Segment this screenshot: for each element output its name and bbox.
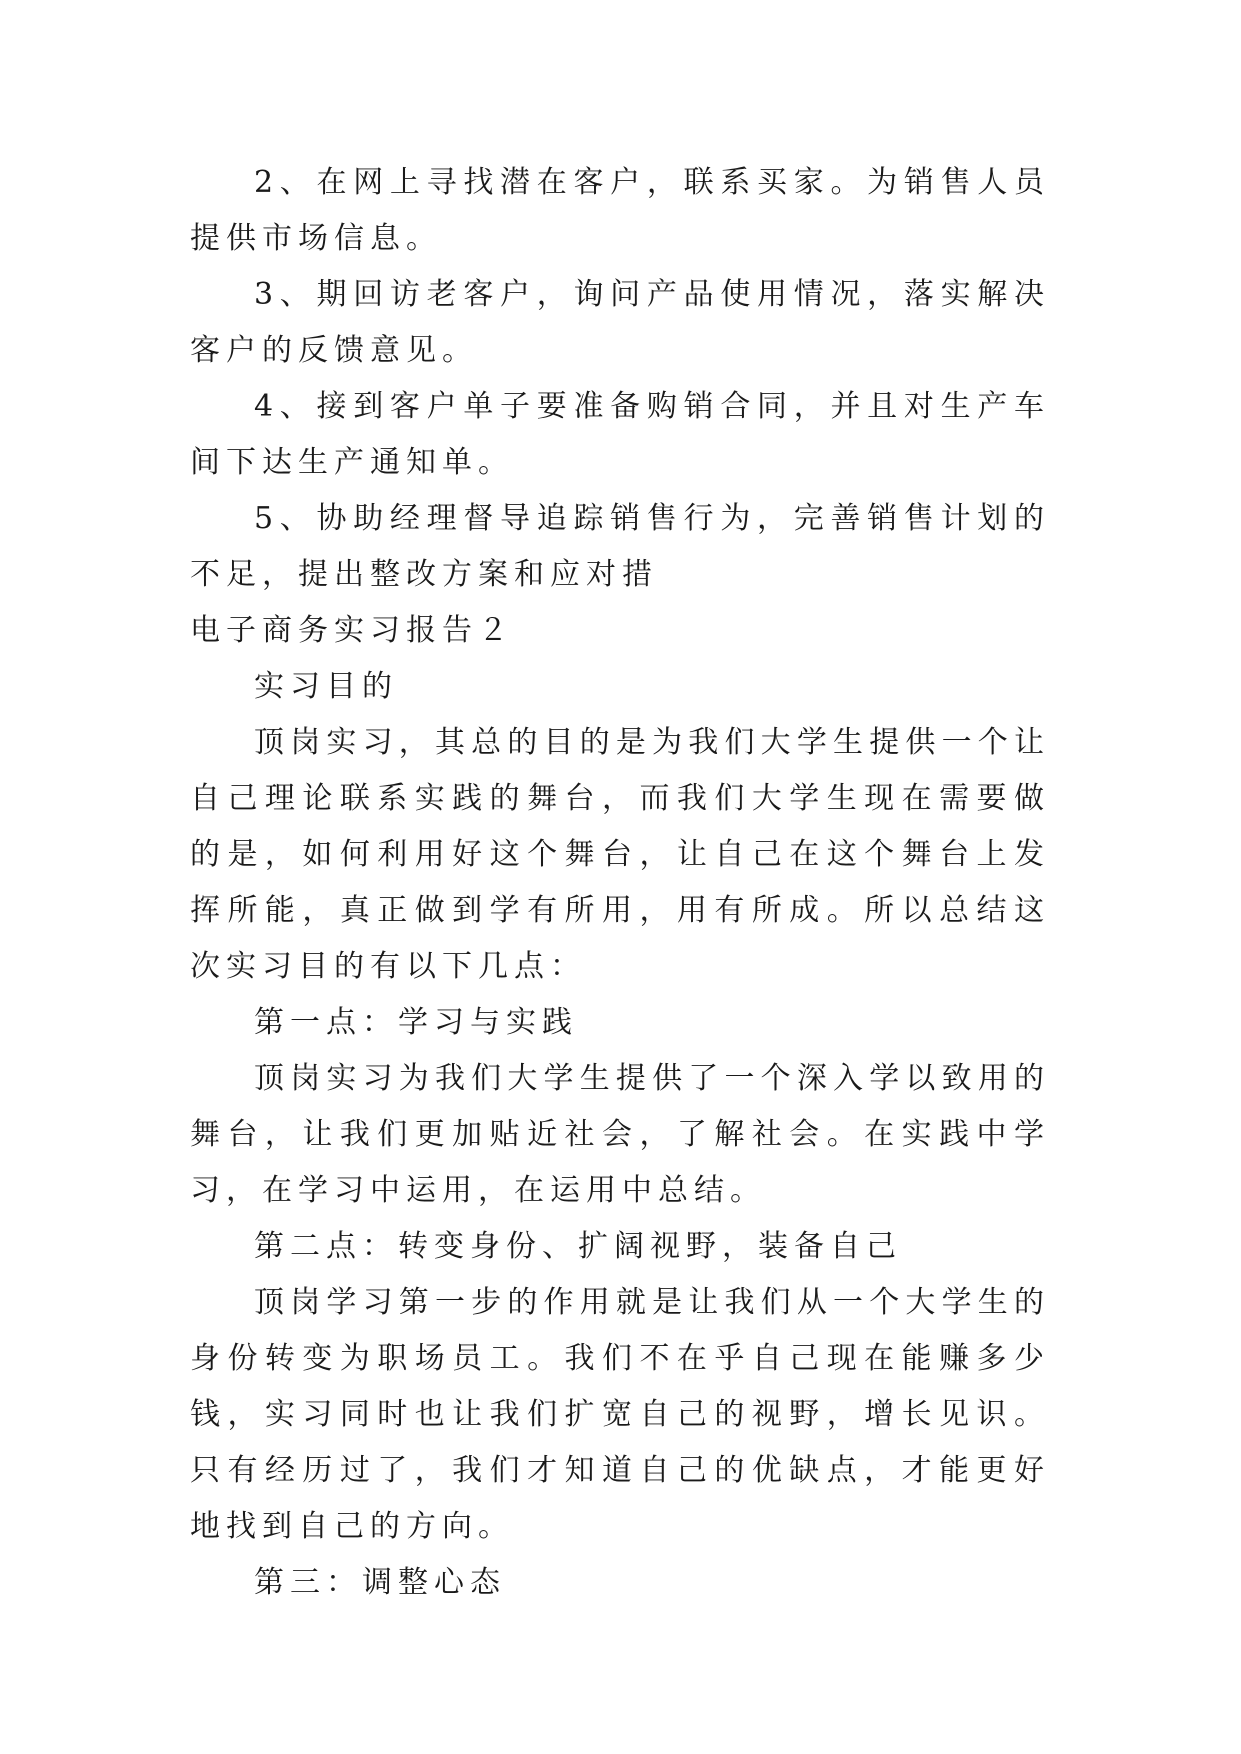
subheading-point-3: 第三：调整心态 [254, 1565, 506, 1600]
subheading-purpose: 实习目的 [254, 669, 398, 704]
paragraph-point-2: 顶岗学习第一步的作用就是让我们从一个大学生的身份转变为职场员工。我们不在乎自己现在能赚多少钱，实习同时也让我们扩宽自己的视野，增长见识。只有经历过了，我们才知道自己的优缺点，才能更好地找到自己的方向。 [190, 1285, 1050, 1544]
document-body [190, 155, 1050, 1611]
paragraph-item-5: 5、协助经理督导追踪销售行为，完善销售计划的不足，提出整改方案和应对措 [190, 501, 1050, 592]
paragraph-point-1: 顶岗实习为我们大学生提供了一个深入学以致用的舞台，让我们更加贴近社会，了解社会。在实践中学习，在学习中运用，在运用中总结。 [190, 1061, 1050, 1208]
subheading-point-1: 第一点：学习与实践 [254, 1005, 578, 1040]
paragraph-item-3: 3、期回访老客户，询问产品使用情况，落实解决客户的反馈意见。 [190, 277, 1050, 368]
paragraph-item-4: 4、接到客户单子要准备购销合同，并且对生产车间下达生产通知单。 [190, 389, 1050, 480]
paragraph-purpose: 顶岗实习，其总的目的是为我们大学生提供一个让自己理论联系实践的舞台，而我们大学生现在需要做的是，如何利用好这个舞台，让自己在这个舞台上发挥所能，真正做到学有所用，用有所成。所以总结这次实习目的有以下几点： [190, 725, 1050, 984]
subheading-point-2: 第二点：转变身份、扩阔视野，装备自己 [254, 1229, 902, 1264]
section-heading: 电子商务实习报告２ [190, 613, 514, 648]
paragraph-item-2: 2、在网上寻找潜在客户，联系买家。为销售人员提供市场信息。 [190, 165, 1050, 256]
